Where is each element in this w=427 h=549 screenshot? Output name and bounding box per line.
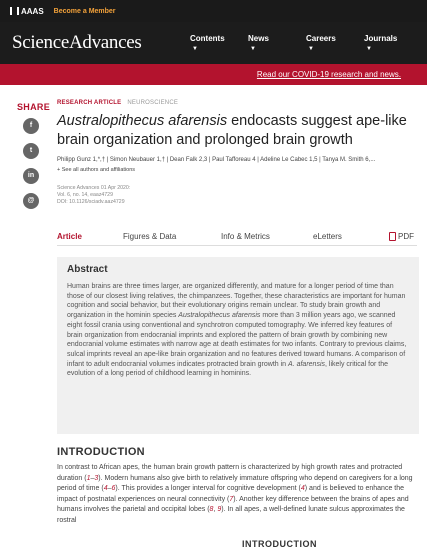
top-utility-bar <box>0 0 427 22</box>
intro-text: ). In all apes, a well-defined lunate sulcus approximates the rostral <box>57 506 405 524</box>
nav-contents[interactable] <box>190 34 248 52</box>
main-nav <box>190 34 422 52</box>
nav-journals-label: Journals <box>364 34 398 43</box>
abstract-heading: Abstract <box>67 264 108 275</box>
title-rest: endocasts suggest ape-like brain organization and prolonged brain growth <box>57 113 407 148</box>
reference-link[interactable]: 4 <box>103 485 108 493</box>
tab-info-metrics[interactable]: Info & Metrics <box>221 232 270 241</box>
linkedin-icon[interactable]: in <box>23 168 39 184</box>
reference-link[interactable]: 6 <box>111 485 116 493</box>
citation-meta <box>57 185 419 206</box>
become-member-link[interactable]: Become a Member <box>53 7 116 15</box>
author-list[interactable]: Philipp Gunz 1,*,† | Simon Neubauer 1,† | Dean Falk 2,3 | Paul Tafforeau 4 | Adeline Le Cabec 1,5 | Tanya M. Smith 6,... <box>57 157 376 163</box>
aaas-logo[interactable] <box>10 7 44 16</box>
chevron-down-icon: ▼ <box>366 46 372 52</box>
article-section[interactable]: NEUROSCIENCE <box>127 100 179 106</box>
citation-volume: Vol. 6, no. 14, eaaz4729 <box>57 192 113 198</box>
intro-text: – <box>90 474 95 482</box>
article-header <box>57 100 419 206</box>
nav-careers[interactable] <box>306 34 364 52</box>
citation-doi[interactable]: DOI: 10.1126/sciadv.aaz4729 <box>57 199 125 205</box>
intro-text: ) and is believed to enhance the impact of postnatal experiences on neural connectivity ( <box>57 485 405 503</box>
article-title <box>57 112 419 150</box>
nav-journals[interactable] <box>364 34 422 52</box>
aaas-mark-icon <box>10 7 19 15</box>
article-kicker <box>57 100 419 106</box>
pdf-icon <box>389 232 396 241</box>
facebook-icon[interactable]: f <box>23 118 39 134</box>
intro-text: – <box>107 485 112 493</box>
intro-text: ). This provides a longer interval for cognitive development ( <box>115 485 301 493</box>
abstract-part: Human brains are three times larger, are organized differently, and mature for a longer period of time than those of our closest living relatives, the chimpanzees. Together, these characteristics are important for human cognition and social behavior, but their evolutionary origins remain unclear. To study brain growth and organization in the hominin species <box>67 283 406 320</box>
citation-date: Science Advances 01 Apr 2020: <box>57 185 131 191</box>
nav-news-label: News <box>248 34 269 43</box>
covid-link[interactable]: Read our COVID-19 research and news. <box>256 70 401 79</box>
nav-contents-label: Contents <box>190 34 225 43</box>
nav-news[interactable] <box>248 34 306 52</box>
chevron-down-icon: ▼ <box>308 46 314 52</box>
share-label: SHARE <box>17 102 51 112</box>
twitter-icon[interactable]: t <box>23 143 39 159</box>
chevron-down-icon: ▼ <box>192 46 198 52</box>
reference-link[interactable]: 1 <box>86 474 91 482</box>
abstract-species: A. afarensis <box>288 360 325 368</box>
see-all-authors-link[interactable]: + See all authors and affiliations <box>57 167 136 173</box>
introduction-paragraph <box>57 463 421 527</box>
reference-link[interactable]: 9 <box>217 506 222 514</box>
intro-text: ). Modern humans also give birth to relatively immature offspring who depend on caregivers for a long period of time ( <box>57 474 413 493</box>
reference-link[interactable]: 7 <box>229 495 234 503</box>
tab-pdf-label: PDF <box>398 232 414 241</box>
chevron-down-icon: ▼ <box>250 46 256 52</box>
tab-figures-data[interactable]: Figures & Data <box>123 232 177 241</box>
nav-careers-label: Careers <box>306 34 336 43</box>
introduction-heading: INTRODUCTION <box>57 446 145 458</box>
abstract-part: more than 3 million years ago, we scanned eight fossil crania using conventional and synchrotron computed tomography. We inferred key features of brain organization from endocranial imprints and explored the pattern of brain growth by combining new endocranial volume estimates with narrow age at death estimates for two infants. Contrary to previous claims, sulcal imprints reveal an ape-like brain organization and no features derived toward humans. A comparison of infant to adult endocranial volumes indicates protracted brain growth in <box>67 312 407 368</box>
tab-eletters[interactable]: eLetters <box>313 232 342 241</box>
abstract-part: , likely critical for the evolution of a long period of childhood learning in hominins. <box>67 360 389 378</box>
intro-text: In contrast to African apes, the human brain growth pattern is characterized by high growth rates and protracted duration ( <box>57 464 403 482</box>
science-advances-logo[interactable]: ScienceAdvances <box>12 32 142 53</box>
abstract-species: Australopithecus afarensis <box>178 312 261 320</box>
email-icon[interactable]: @ <box>23 193 39 209</box>
intro-text: , <box>213 506 218 514</box>
tab-article[interactable]: Article <box>57 232 82 241</box>
aaas-label: AAAS <box>21 6 44 16</box>
reference-link[interactable]: 3 <box>94 474 99 482</box>
covid-banner <box>0 64 427 85</box>
reference-link[interactable]: 4 <box>300 485 305 493</box>
share-sidebar <box>17 102 51 218</box>
floating-section-heading: INTRODUCTION <box>242 539 317 549</box>
masthead <box>0 22 427 64</box>
article-type: RESEARCH ARTICLE <box>57 100 122 106</box>
tab-pdf[interactable] <box>389 232 414 241</box>
abstract-text <box>67 282 409 379</box>
abstract-box <box>57 257 419 434</box>
title-italic: Australopithecus afarensis <box>57 113 228 129</box>
intro-text: ). Another key difference between the brains of apes and humans involves the parietal and occipital lobes ( <box>57 495 409 514</box>
reference-link[interactable]: 8 <box>209 506 214 514</box>
article-tabs <box>57 228 417 246</box>
